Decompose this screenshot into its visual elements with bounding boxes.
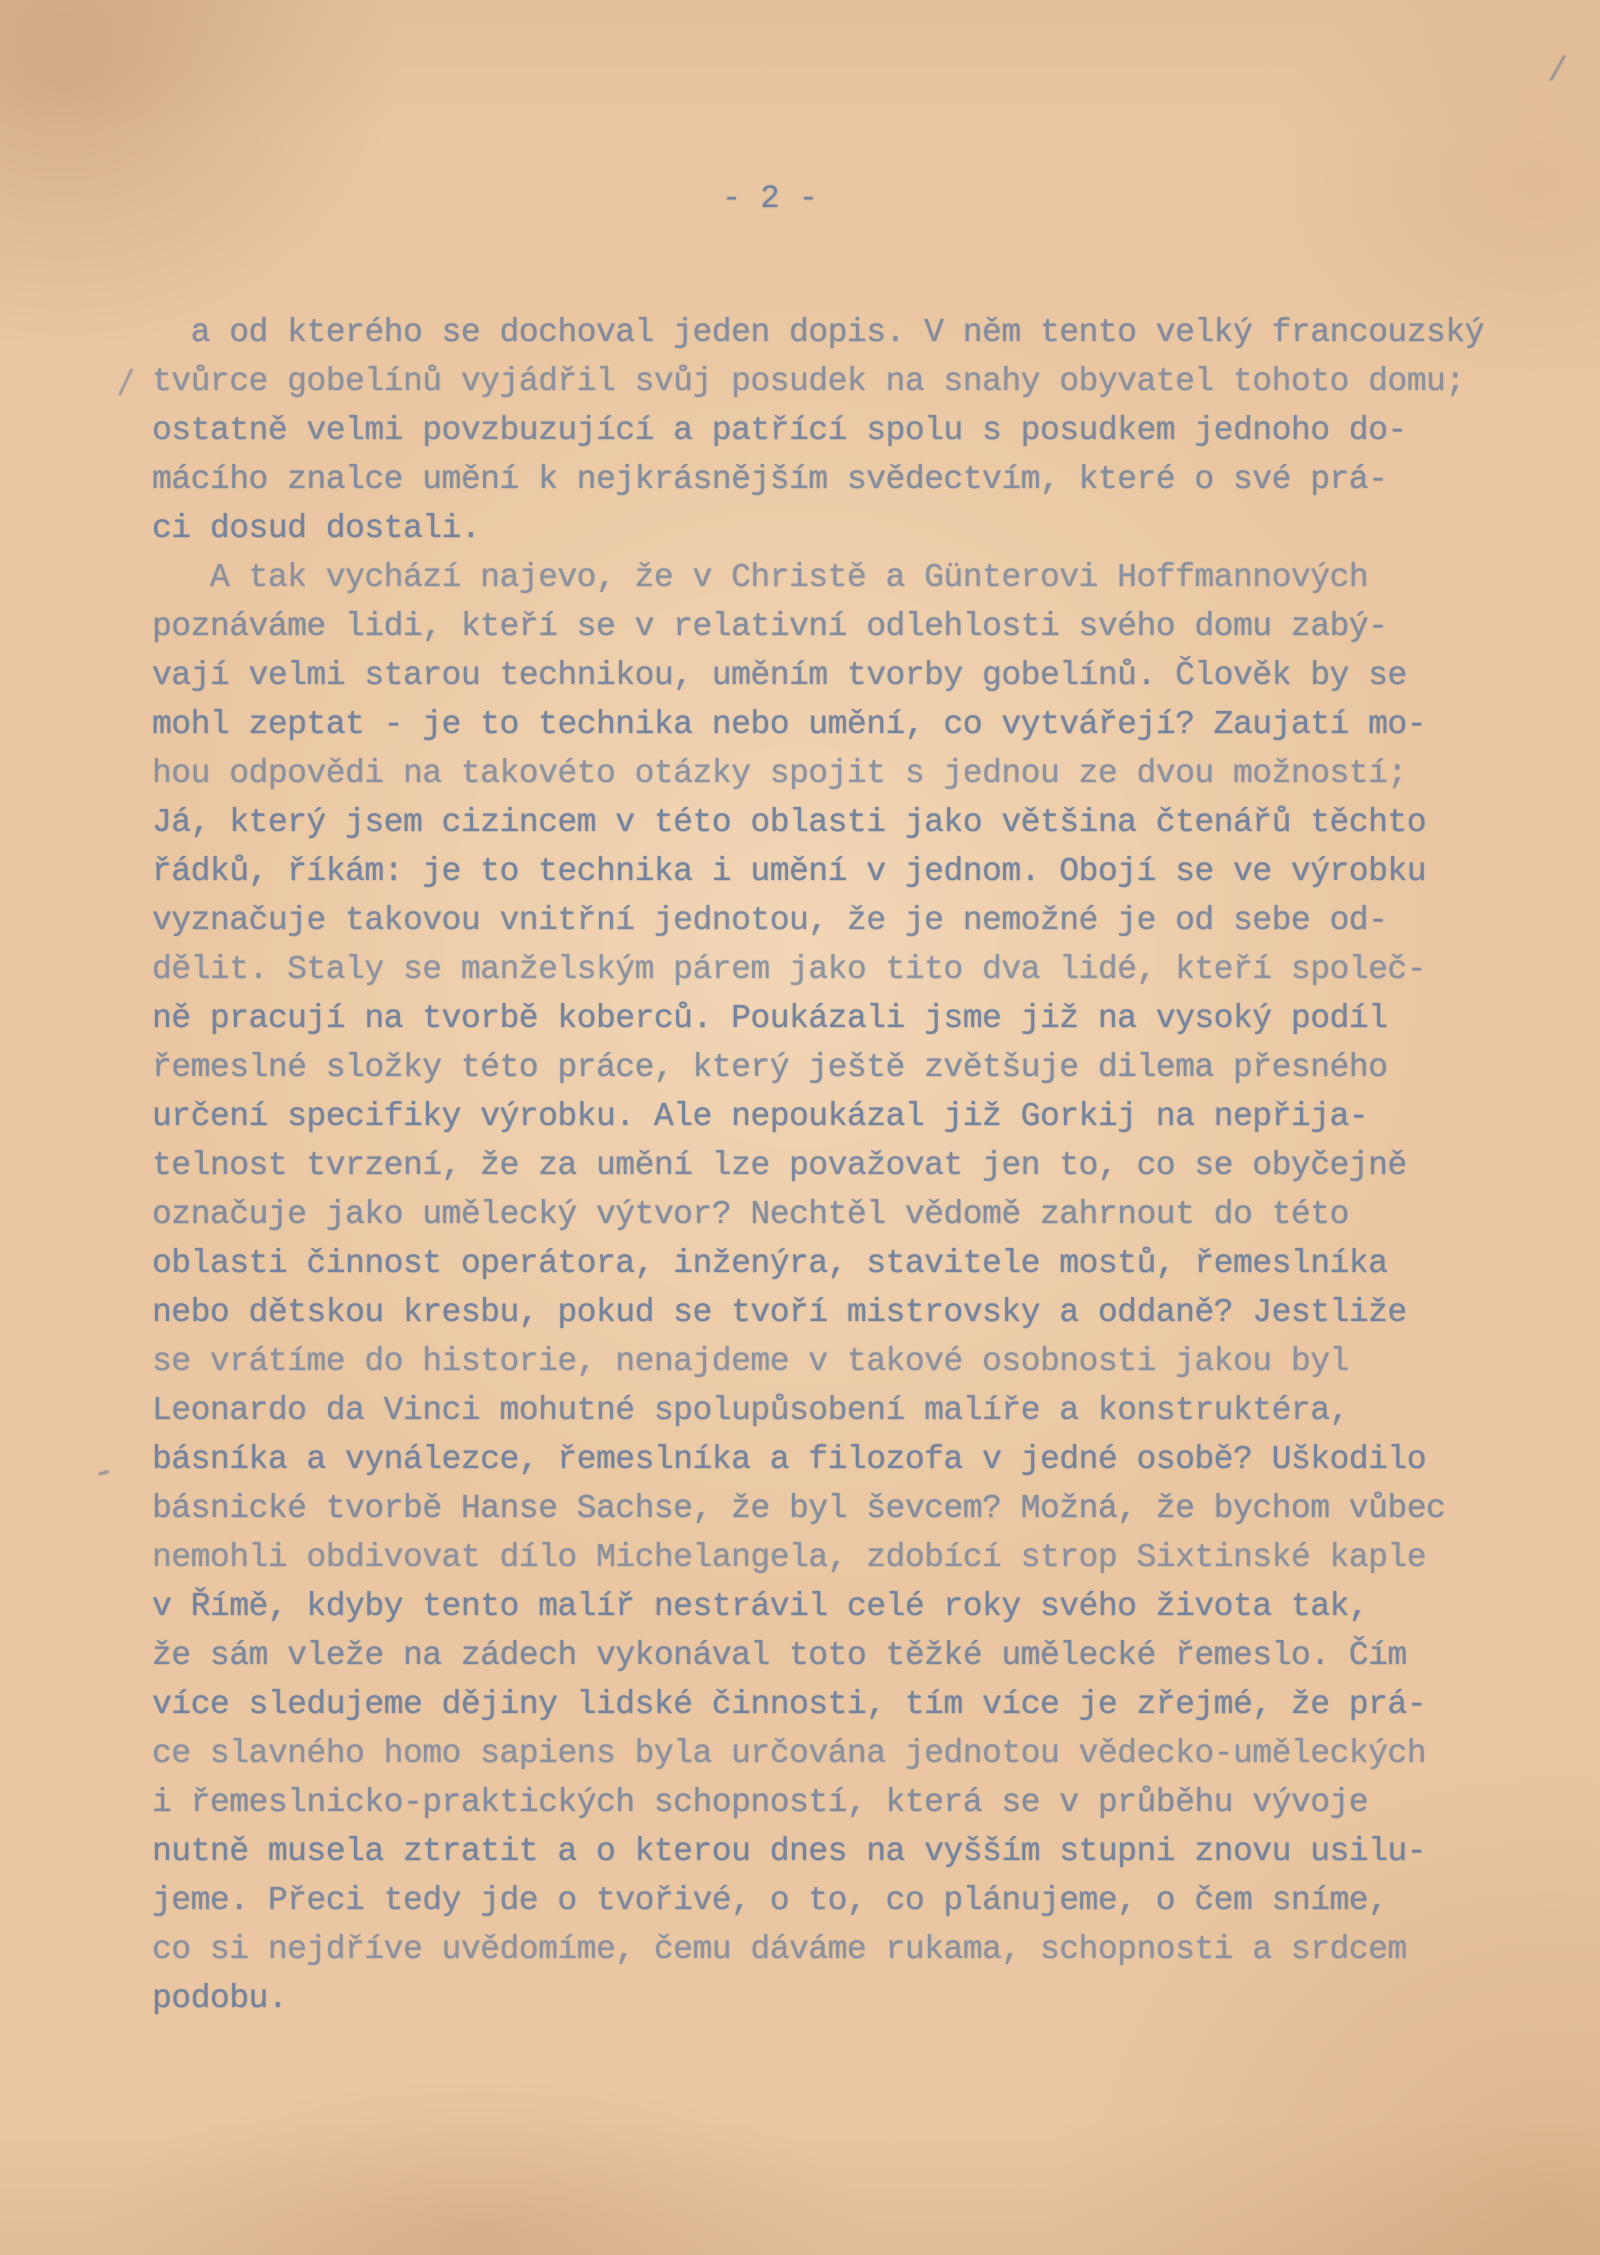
text-line: v Římě, kdyby tento malíř nestrávil celé roky svého života tak,	[152, 1588, 1369, 1625]
handwritten-corner-mark: /	[1547, 47, 1568, 89]
text-line: řemeslné složky této práce, který ještě zvětšuje dilema přesného	[152, 1049, 1388, 1086]
text-line: vají velmi starou technikou, uměním tvorby gobelínů. Člověk by se	[152, 657, 1407, 694]
text-line: Já, který jsem cizincem v této oblasti jako většina čtenářů těchto	[152, 804, 1427, 841]
text-line: a od kterého se dochoval jeden dopis. V něm tento velký francouzský	[152, 314, 1484, 351]
text-line: i řemeslnicko-praktických schopností, která se v průběhu vývoje	[152, 1784, 1369, 1821]
text-line: básnické tvorbě Hanse Sachse, že byl ševcem? Možná, že bychom vůbec	[152, 1490, 1446, 1527]
text-line: ce slavného homo sapiens byla určována jednotou vědecko-uměleckých	[152, 1735, 1427, 1772]
text-line: poznáváme lidi, kteří se v relativní odlehlosti svého domu zabý-	[152, 608, 1388, 645]
text-line: básníka a vynálezce, řemeslníka a filozofa v jedné osobě? Uškodilo	[152, 1441, 1427, 1478]
text-line: telnost tvrzení, že za umění lze považovat jen to, co se obyčejně	[152, 1147, 1407, 1184]
text-line: že sám vleže na zádech vykonával toto těžké umělecké řemeslo. Čím	[152, 1637, 1407, 1674]
text-line: podobu.	[152, 1980, 288, 2017]
handwritten-margin-slash-mark: /	[117, 361, 135, 403]
text-line: oblasti činnost operátora, inženýra, stavitele mostů, řemeslníka	[152, 1245, 1388, 1282]
text-line: mohl zeptat - je to technika nebo umění, co vytvářejí? Zaujatí mo-	[152, 706, 1427, 743]
text-line: nebo dětskou kresbu, pokud se tvoří mistrovsky a oddaně? Jestliže	[152, 1294, 1407, 1331]
typewritten-text-block	[152, 308, 1560, 2023]
text-line: nutně musela ztratit a o kterou dnes na vyšším stupni znovu usilu-	[152, 1833, 1427, 1870]
text-line: jeme. Přeci tedy jde o tvořivé, o to, co plánujeme, o čem sníme,	[152, 1882, 1388, 1919]
text-line: mácího znalce umění k nejkrásnějším svědectvím, které o své prá-	[152, 461, 1388, 498]
text-line: více sledujeme dějiny lidské činnosti, tím více je zřejmé, že prá-	[152, 1686, 1427, 1723]
text-line: co si nejdříve uvědomíme, čemu dáváme rukama, schopnosti a srdcem	[152, 1931, 1407, 1968]
text-line: ci dosud dostali.	[152, 510, 481, 547]
text-line: se vrátíme do historie, nenajdeme v takové osobnosti jakou byl	[152, 1343, 1349, 1380]
text-line: hou odpovědi na takovéto otázky spojit s jednou ze dvou možností;	[152, 755, 1407, 792]
text-line: označuje jako umělecký výtvor? Nechtěl vědomě zahrnout do této	[152, 1196, 1349, 1233]
handwritten-margin-dash-mark: -	[90, 1446, 116, 1496]
text-line: určení specifiky výrobku. Ale nepoukázal již Gorkij na nepřija-	[152, 1098, 1369, 1135]
text-line: nemohli obdivovat dílo Michelangela, zdobící strop Sixtinské kaple	[152, 1539, 1427, 1576]
text-line: tvůrce gobelínů vyjádřil svůj posudek na snahy obyvatel tohoto domu;	[152, 363, 1465, 400]
text-line: řádků, říkám: je to technika i umění v jednom. Obojí se ve výrobku	[152, 853, 1427, 890]
page-number: - 2 -	[721, 180, 818, 217]
text-line: ně pracují na tvorbě koberců. Poukázali jsme již na vysoký podíl	[152, 1000, 1388, 1037]
text-line: ostatně velmi povzbuzující a patřící spolu s posudkem jednoho do-	[152, 412, 1407, 449]
text-line: A tak vychází najevo, že v Christě a Günterovi Hoffmannových	[152, 559, 1369, 596]
text-line: dělit. Staly se manželským párem jako tito dva lidé, kteří společ-	[152, 951, 1427, 988]
text-line: vyznačuje takovou vnitřní jednotou, že je nemožné je od sebe od-	[152, 902, 1388, 939]
text-line: Leonardo da Vinci mohutné spolupůsobení malíře a konstruktéra,	[152, 1392, 1349, 1429]
